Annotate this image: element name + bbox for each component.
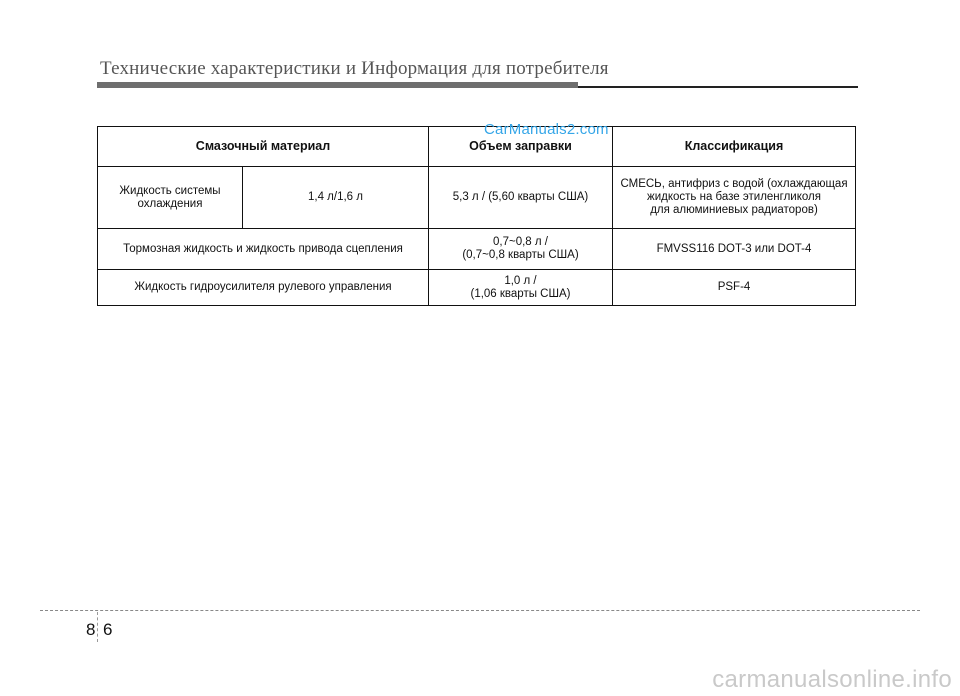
cell-volume-engine: 1,4 л/1,6 л	[243, 167, 429, 229]
cell-material: Жидкость системы охлаждения	[98, 167, 243, 229]
cell-material: Жидкость гидроусилителя рулевого управления	[98, 270, 429, 306]
page-header-title: Технические характеристики и Информация для потребителя	[100, 58, 609, 79]
table-header-row	[98, 127, 856, 167]
lubricants-table	[97, 126, 856, 306]
page-section-number: 8	[86, 620, 96, 639]
header-classification: Классификация	[613, 127, 856, 167]
cell-classification: PSF-4	[613, 270, 856, 306]
footer-divider	[40, 610, 920, 611]
header-capacity: Объем заправки	[429, 127, 613, 167]
table-row	[98, 229, 856, 270]
cell-volume: 0,7~0,8 л / (0,7~0,8 кварты США)	[429, 229, 613, 270]
page-number: 6	[103, 620, 113, 639]
cell-volume: 1,0 л / (1,06 кварты США)	[429, 270, 613, 306]
watermark-bottom: carmanualsonline.info	[712, 666, 952, 693]
cell-classification: FMVSS116 DOT-3 или DOT-4	[613, 229, 856, 270]
page-number-separator	[97, 612, 98, 642]
table-row	[98, 167, 856, 229]
watermark-top-link[interactable]: CarManuals2.com	[484, 121, 609, 138]
cell-volume: 5,3 л / (5,60 кварты США)	[429, 167, 613, 229]
cell-material: Тормозная жидкость и жидкость привода сцепления	[98, 229, 429, 270]
cell-classification: СМЕСЬ, антифриз с водой (охлаждающая жидкость на базе этиленгликоля для алюминиевых радиаторов)	[613, 167, 856, 229]
header-lubricant: Смазочный материал	[98, 127, 429, 167]
header-rule-thick	[97, 82, 578, 88]
header-rule-thin	[578, 86, 858, 88]
table-row	[98, 270, 856, 306]
